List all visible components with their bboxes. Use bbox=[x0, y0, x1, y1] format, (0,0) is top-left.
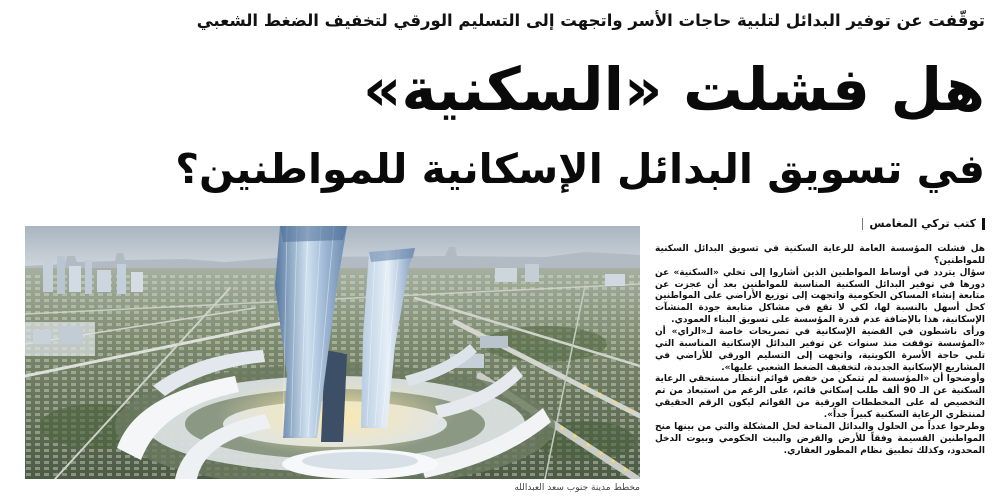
body-paragraph: سؤال يتردد في أوساط المواطنين الذين أشاروا إلى تخلي «السكنية» عن دورها في توفير البدائل السكنية المناسبة للمواطنين بعد أن عجزت عن متابعة إنشاء المساكن الحكومية واتجهت إلى توزيع الأراضي على المواطنين كحل أسهل بالنسبة لها، لكي لا تقع في مشاكل متابعة جودة المنشآت الإسكانية، هذا بالإضافة عدم قدرة المؤسسة على تسويق البناء العمودي. bbox=[655, 267, 985, 326]
byline-author: كتب تركي المغامس bbox=[869, 217, 976, 230]
article-photo bbox=[25, 226, 640, 479]
city-rendering-image bbox=[25, 226, 640, 479]
body-paragraph: وأوضحوا أن «المؤسسة لم تتمكن من خفض قوائم انتظار مستحقي الرعاية السكنية عن الـ 90 ألف طلب إسكاني قائم، على الرغم من استبعاد من تم التخصيص له على المخططات الورقية من القوائم ليكون الرقم الحقيقي لمنتظري الرعاية السكنية كبيراً جداً». bbox=[655, 374, 985, 421]
body-paragraph: وطرحوا عدداً من الحلول والبدائل المتاحة لحل المشكلة والتي من بينها منح المواطنين القسيمة وفقاً للأرض والقرض والبيت الحكومي وبيوت الدخل المحدود، وكذلك تطبيق نظام المطور العقاري. bbox=[655, 421, 985, 456]
article-kicker: توقّفت عن توفير البدائل لتلبية حاجات الأسر واتجهت إلى التسليم الورقي لتخفيف الضغط الشعبي bbox=[196, 11, 985, 30]
article-body bbox=[655, 244, 985, 480]
photo-caption: مخطط مدينة جنوب سعد العبدالله bbox=[514, 483, 640, 493]
headline-line-2: في تسويق البدائل الإسكانية للمواطنين؟ bbox=[175, 145, 985, 193]
byline bbox=[655, 216, 985, 232]
byline-separator bbox=[982, 218, 985, 230]
body-paragraph: هل فشلت المؤسسة العامة للرعاية السكنية في تسويق البدائل السكنية للمواطنين؟ bbox=[655, 244, 985, 266]
body-paragraph: ورأى ناشطون في القضية الإسكانية في تصريحات خاصة لـ«الراي» أن «المؤسسة توقفت منذ سنوات عن توفير البدائل الإسكانية المناسبة التي تلبي حاجة الأسرة الكويتية، واتجهت إلى التسليم الورقي للأراضي في المشاريع الإسكانية الجديدة، لتخفيف الضغط الشعبي عليها». bbox=[655, 327, 985, 373]
byline-separator bbox=[862, 218, 863, 230]
headline-line-1: هل فشلت «السكنية» bbox=[363, 56, 985, 125]
